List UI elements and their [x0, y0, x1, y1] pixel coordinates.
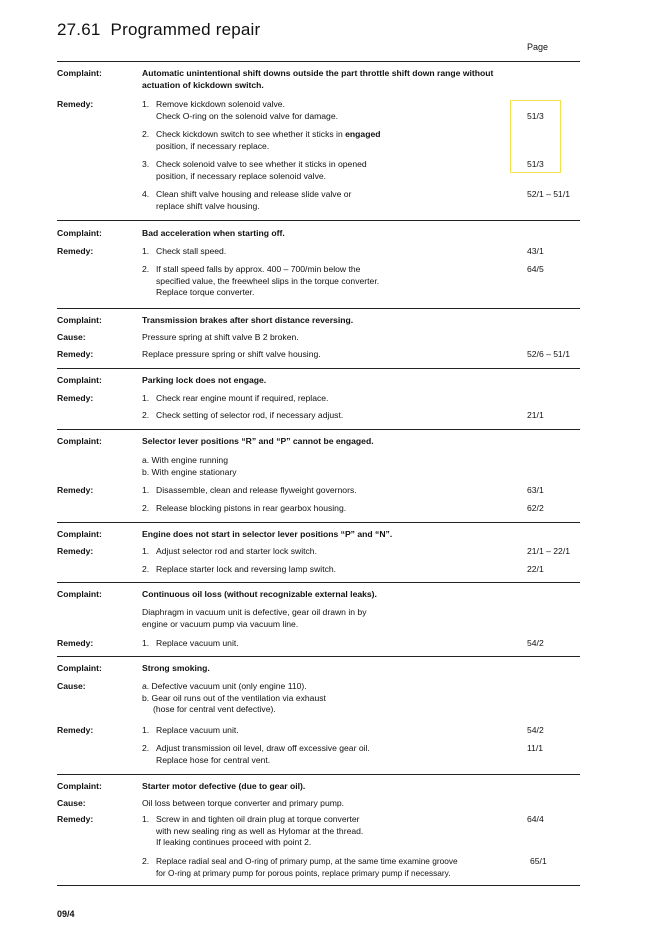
item-number: 2. [142, 129, 150, 139]
remedy-label: Remedy: [57, 638, 94, 648]
item-text: Adjust selector rod and starter lock switch. [156, 546, 317, 556]
remedy-label: Remedy: [57, 485, 94, 495]
item-text [156, 99, 526, 122]
complaint-text: Bad acceleration when starting off. [142, 228, 285, 238]
page-ref: 21/1 – 22/1 [527, 546, 571, 556]
page-footer-code: 09/4 [57, 909, 75, 919]
item-line: Replace hose for central vent. [156, 754, 271, 765]
item-line: If stall speed falls by approx. 400 – 700/min below the [156, 264, 361, 274]
remedy-label: Remedy: [57, 814, 94, 824]
rule [57, 885, 580, 886]
page-ref: 52/6 – 51/1 [527, 349, 571, 359]
complaint-text: Selector lever positions “R” and “P” cannot be engaged. [142, 436, 374, 446]
cause-text [142, 607, 512, 630]
page-ref: 51/3 [527, 111, 544, 121]
item-text: Release blocking pistons in rear gearbox housing. [156, 503, 347, 513]
cause-text: Oil loss between torque converter and primary pump. [142, 798, 345, 808]
item-number: 1. [142, 246, 150, 256]
complaint-label: Complaint: [57, 663, 102, 673]
remedy-label: Remedy: [57, 393, 94, 403]
item-line: position, if necessary replace solenoid valve. [156, 170, 327, 181]
page-ref: 52/1 – 51/1 [527, 189, 571, 199]
item-line: If leaking continues proceed with point 2. [156, 837, 312, 847]
cause-line: b. Gear oil runs out of the ventilation via exhaust [142, 692, 326, 703]
page-ref: 22/1 [527, 564, 544, 574]
item-text: Replace vacuum unit. [156, 638, 239, 648]
rule [57, 61, 580, 62]
highlight-box [510, 100, 561, 173]
complaint-label: Complaint: [57, 315, 102, 325]
condition-line: b. With engine stationary [142, 466, 237, 477]
cause-line: Diaphragm in vacuum unit is defective, gear oil drawn in by [142, 607, 367, 617]
page-ref: 64/5 [527, 264, 544, 274]
section-number: 27.61 [57, 20, 101, 39]
rule [57, 220, 580, 221]
item-line: Clean shift valve housing and release slide valve or [156, 189, 352, 199]
item-text [156, 189, 526, 212]
page-ref: 65/1 [530, 856, 547, 866]
cause-line: a. Defective vacuum unit (only engine 110). [142, 681, 307, 691]
item-number: 2. [142, 856, 150, 866]
conditions-text [142, 455, 512, 478]
cause-label: Cause: [57, 798, 86, 808]
item-text [156, 856, 531, 879]
cause-line: engine or vacuum pump via vacuum line. [142, 618, 299, 629]
complaint-label: Complaint: [57, 529, 102, 539]
item-line: Check O-ring on the solenoid valve for damage. [156, 110, 339, 121]
page-ref: 51/3 [527, 159, 544, 169]
remedy-label: Remedy: [57, 99, 94, 109]
item-number: 1. [142, 99, 150, 109]
item-number: 1. [142, 725, 150, 735]
complaint-label: Complaint: [57, 68, 102, 78]
page-ref: 54/2 [527, 725, 544, 735]
item-text [156, 743, 526, 766]
page-ref: 43/1 [527, 246, 544, 256]
item-number: 2. [142, 564, 150, 574]
page-ref: 62/2 [527, 503, 544, 513]
item-line: Remove kickdown solenoid valve. [156, 99, 285, 109]
complaint-text: Starter motor defective (due to gear oil). [142, 781, 306, 791]
page-column-header: Page [527, 42, 549, 52]
complaint-label: Complaint: [57, 375, 102, 385]
item-line: for O-ring at primary pump for porous points, replace primary pump if necessary. [156, 867, 451, 878]
item-number: 1. [142, 485, 150, 495]
item-text [156, 814, 526, 849]
item-number: 2. [142, 743, 150, 753]
item-number: 2. [142, 503, 150, 513]
item-text [156, 264, 526, 299]
complaint-text: Strong smoking. [142, 663, 210, 673]
item-number: 1. [142, 393, 150, 403]
item-text: Check setting of selector rod, if necessary adjust. [156, 410, 344, 420]
item-line: Replace radial seal and O-ring of primary pump, at the same time examine groove [156, 856, 458, 866]
page-ref: 54/2 [527, 638, 544, 648]
item-text: Disassemble, clean and release flyweight governors. [156, 485, 357, 495]
item-number: 1. [142, 546, 150, 556]
page-title [57, 20, 260, 40]
complaint-text: Engine does not start in selector lever positions “P” and “N”. [142, 529, 393, 539]
cause-text: Pressure spring at shift valve B 2 broken. [142, 332, 299, 342]
item-text: Replace starter lock and reversing lamp switch. [156, 564, 337, 574]
item-line: Screw in and tighten oil drain plug at torque converter [156, 814, 360, 824]
rule [57, 522, 580, 523]
page-ref: 63/1 [527, 485, 544, 495]
cause-line: (hose for central vent defective). [153, 704, 276, 714]
item-number: 1. [142, 814, 150, 824]
item-line: replace shift valve housing. [156, 200, 260, 211]
rule [57, 308, 580, 309]
item-number: 3. [142, 159, 150, 169]
complaint-text: Parking lock does not engage. [142, 375, 267, 385]
item-line: Replace torque converter. [156, 287, 255, 297]
rule [57, 429, 580, 430]
cause-label: Cause: [57, 332, 86, 342]
complaint-label: Complaint: [57, 589, 102, 599]
remedy-label: Remedy: [57, 246, 94, 256]
remedy-text: Replace pressure spring or shift valve housing. [142, 349, 321, 359]
rule [57, 582, 580, 583]
condition-line: a. With engine running [142, 455, 228, 465]
item-number: 2. [142, 264, 150, 274]
item-line: specified value, the freewheel slips in the torque converter. [156, 275, 380, 286]
rule [57, 656, 580, 657]
page-ref: 21/1 [527, 410, 544, 420]
page-ref: 11/1 [527, 743, 544, 753]
item-text: Replace vacuum unit. [156, 725, 239, 735]
item-line: position, if necessary replace. [156, 140, 270, 151]
cause-text [142, 681, 512, 716]
page-ref: 64/4 [527, 814, 544, 824]
item-line: Check solenoid valve to see whether it sticks in opened [156, 159, 367, 169]
cause-label: Cause: [57, 681, 86, 691]
complaint-label: Complaint: [57, 781, 102, 791]
item-emphasis: engaged [345, 129, 381, 139]
remedy-label: Remedy: [57, 725, 94, 735]
item-number: 1. [142, 638, 150, 648]
complaint-label: Complaint: [57, 228, 102, 238]
remedy-label: Remedy: [57, 546, 94, 556]
item-text [156, 129, 526, 152]
rule [57, 774, 580, 775]
item-number: 4. [142, 189, 150, 199]
rule [57, 368, 580, 369]
item-line: Check kickdown switch to see whether it sticks in [156, 129, 346, 139]
remedy-label: Remedy: [57, 349, 94, 359]
item-text: Check rear engine mount if required, replace. [156, 393, 329, 403]
item-number: 2. [142, 410, 150, 420]
complaint-label: Complaint: [57, 436, 102, 446]
section-title: Programmed repair [110, 20, 261, 39]
complaint-text: Transmission brakes after short distance reversing. [142, 315, 354, 325]
complaint-text: Continuous oil loss (without recognizable external leaks). [142, 589, 377, 599]
complaint-text: Automatic unintentional shift downs outside the part throttle shift down range without actuation of kickdown switch. [142, 68, 494, 90]
item-line: with new sealing ring as well as Hylomar at the thread. [156, 825, 364, 836]
item-text [156, 159, 526, 182]
item-text: Check stall speed. [156, 246, 227, 256]
item-line: Adjust transmission oil level, draw off excessive gear oil. [156, 743, 370, 753]
